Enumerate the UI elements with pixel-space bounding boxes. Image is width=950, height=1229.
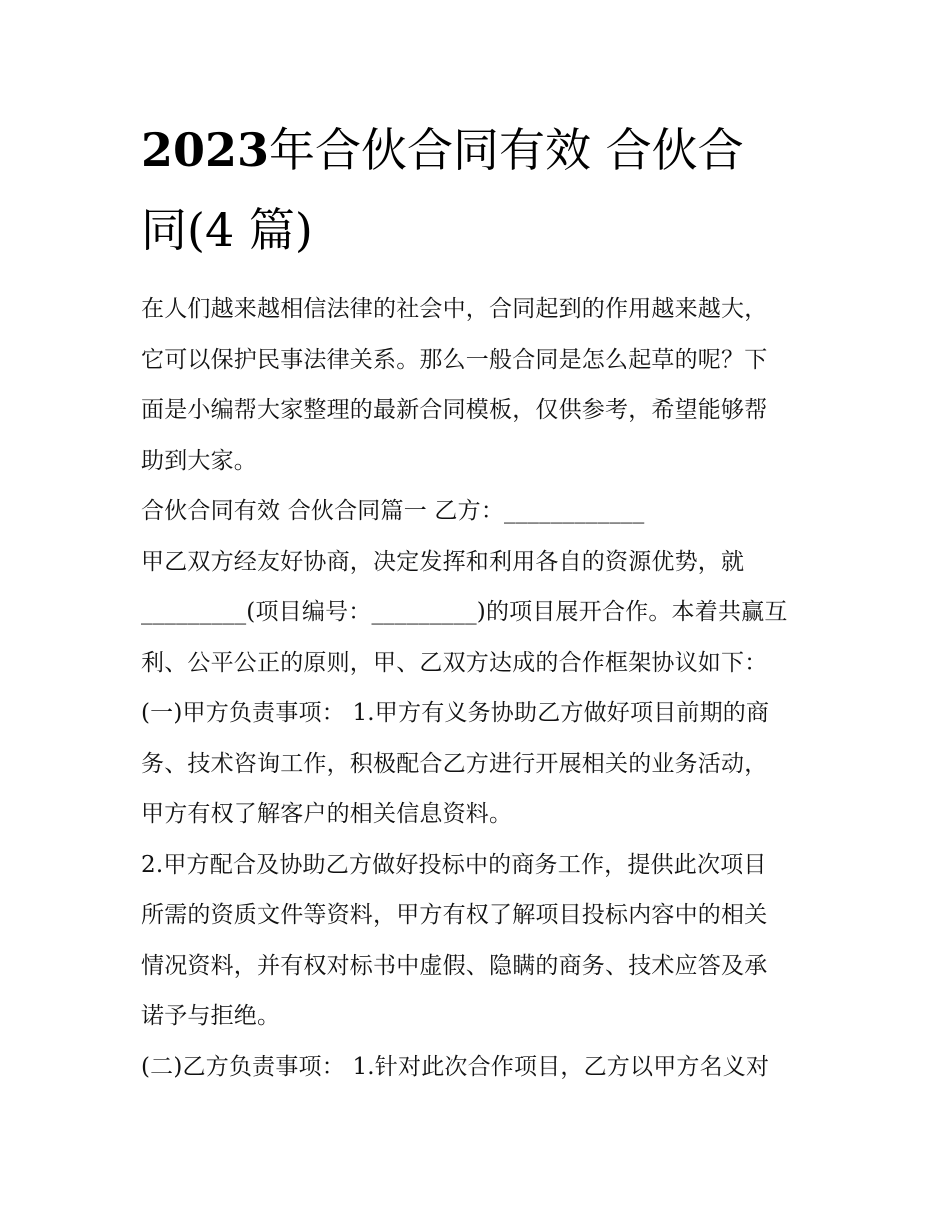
body-line: _________(项目编号：_________)的项目展开合作。本着共赢互 <box>141 599 788 625</box>
body-line: 务、技术咨询工作，积极配合乙方进行开展相关的业务活动， <box>141 750 768 777</box>
title-line-1 <box>141 110 816 190</box>
body-line: 助到大家。 <box>141 447 257 474</box>
body-line: 诺予与拒绝。 <box>141 1003 281 1029</box>
title-year: 2023 <box>141 123 270 177</box>
body-line: 合伙合同有效 合伙合同篇一 乙方：____________ <box>141 498 645 524</box>
title-text-1: 年合伙合同有效 合伙合 <box>269 123 744 177</box>
body-line: 面是小编帮大家整理的最新合同模板，仅供参考，希望能够帮 <box>141 397 768 423</box>
body-line: 在人们越来越相信法律的社会中，合同起到的作用越来越大， <box>141 296 768 322</box>
body-line: 利、公平公正的原则，甲、乙双方达成的合作框架协议如下： <box>141 649 768 676</box>
title-line-2 <box>141 190 816 270</box>
document-body <box>141 284 816 1092</box>
body-line: 甲方有权了解客户的相关信息资料。 <box>141 801 513 827</box>
body-line: 所需的资质文件等资料，甲方有权了解项目投标内容中的相关 <box>141 902 768 928</box>
body-line: 甲乙双方经友好协商，决定发挥和利用各自的资源优势，就 <box>141 548 745 575</box>
body-line: 2.甲方配合及协助乙方做好投标中的商务工作，提供此次项目 <box>141 851 767 878</box>
title-text-2: 同(4 篇) <box>141 203 313 257</box>
body-line: (一)甲方负责事项： 1.甲方有义务协助乙方做好项目前期的商 <box>141 700 770 726</box>
body-line: (二)乙方负责事项： 1.针对此次合作项目，乙方以甲方名义对 <box>141 1053 770 1080</box>
document-page <box>141 110 816 1092</box>
body-line: 它可以保护民事法律关系。那么一般合同是怎么起草的呢？下 <box>141 346 768 373</box>
body-line: 情况资料，并有权对标书中虚假、隐瞒的商务、技术应答及承 <box>141 952 768 979</box>
document-title <box>141 110 816 270</box>
